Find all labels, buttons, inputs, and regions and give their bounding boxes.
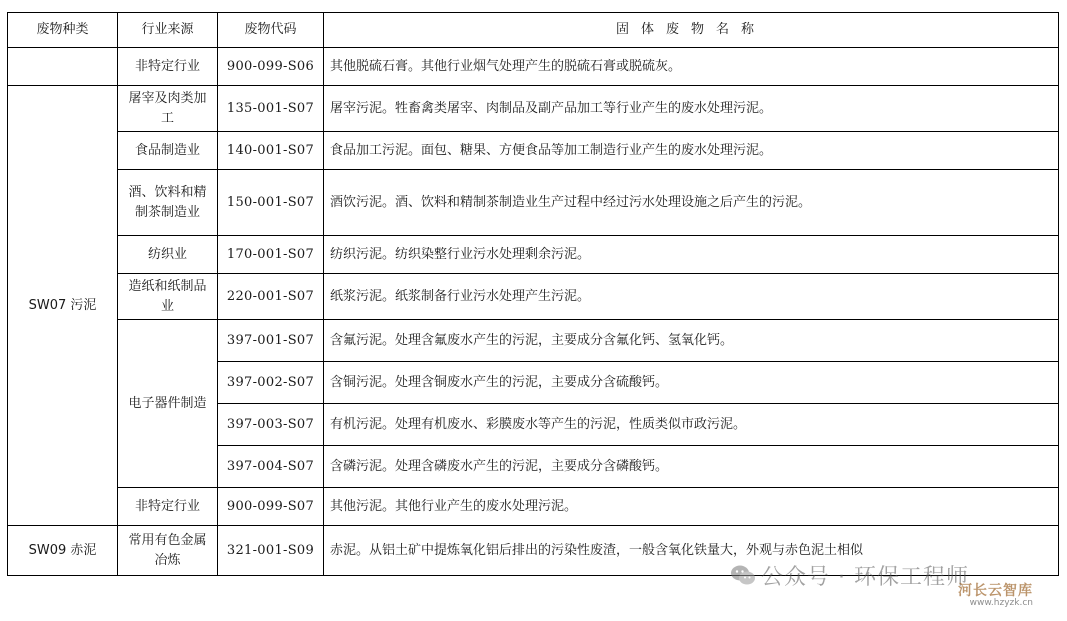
name-cell: 含氟污泥。处理含氟废水产生的污泥，主要成分含氟化钙、氢氧化钙。 [324, 320, 1059, 362]
table-row [8, 236, 1059, 274]
name-cell: 酒饮污泥。酒、饮料和精制茶制造业生产过程中经过污水处理设施之后产生的污泥。 [324, 170, 1059, 236]
code-cell: 397-001-S07 [218, 320, 324, 362]
table-row [8, 488, 1059, 526]
industry-cell: 食品制造业 [118, 132, 218, 170]
code-cell: 321-001-S09 [218, 526, 324, 576]
category-cell-empty [8, 48, 118, 86]
table-row [8, 274, 1059, 320]
site-watermark [958, 580, 1033, 608]
code-cell: 150-001-S07 [218, 170, 324, 236]
code-cell: 140-001-S07 [218, 132, 324, 170]
name-cell: 屠宰污泥。牲畜禽类屠宰、肉制品及副产品加工等行业产生的废水处理污泥。 [324, 86, 1059, 132]
watermark-account-text: 公众号 · 环保工程师 [761, 564, 969, 590]
wechat-icon [730, 564, 756, 586]
table-row [8, 86, 1059, 132]
name-cell: 赤泥。从铝土矿中提炼氧化铝后排出的污染性废渣，一般含氧化铁量大，外观与赤色泥土相似 [324, 526, 1059, 576]
code-cell: 900-099-S06 [218, 48, 324, 86]
solid-waste-table [7, 12, 1059, 576]
code-cell: 900-099-S07 [218, 488, 324, 526]
industry-cell: 造纸和纸制品业 [118, 274, 218, 320]
header-industry: 行业来源 [118, 13, 218, 48]
code-cell: 397-002-S07 [218, 362, 324, 404]
code-cell: 135-001-S07 [218, 86, 324, 132]
site-name: 河长云智库 [958, 583, 1033, 599]
name-cell: 其他污泥。其他行业产生的废水处理污泥。 [324, 488, 1059, 526]
industry-cell: 纺织业 [118, 236, 218, 274]
name-cell: 其他脱硫石膏。其他行业烟气处理产生的脱硫石膏或脱硫灰。 [324, 48, 1059, 86]
name-cell: 纺织污泥。纺织染整行业污水处理剩余污泥。 [324, 236, 1059, 274]
category-cell-sw09: SW09 赤泥 [8, 526, 118, 576]
table-row [8, 48, 1059, 86]
name-cell: 含铜污泥。处理含铜废水产生的污泥，主要成分含硫酸钙。 [324, 362, 1059, 404]
code-cell: 220-001-S07 [218, 274, 324, 320]
industry-cell: 屠宰及肉类加工 [118, 86, 218, 132]
industry-cell: 非特定行业 [118, 48, 218, 86]
name-cell: 纸浆污泥。纸浆制备行业污水处理产生污泥。 [324, 274, 1059, 320]
name-cell: 食品加工污泥。面包、糖果、方便食品等加工制造行业产生的废水处理污泥。 [324, 132, 1059, 170]
table-header-row [8, 13, 1059, 48]
header-code: 废物代码 [218, 13, 324, 48]
name-cell: 含磷污泥。处理含磷废水产生的污泥，主要成分含磷酸钙。 [324, 446, 1059, 488]
table-row [8, 170, 1059, 236]
site-url: www.hzyzk.cn [969, 598, 1033, 608]
industry-cell: 非特定行业 [118, 488, 218, 526]
table-row [8, 132, 1059, 170]
header-name: 固体废物名称 [324, 13, 1059, 48]
code-cell: 170-001-S07 [218, 236, 324, 274]
industry-cell-electronics: 电子器件制造 [118, 320, 218, 488]
industry-cell: 常用有色金属冶炼 [118, 526, 218, 576]
code-cell: 397-004-S07 [218, 446, 324, 488]
industry-cell: 酒、饮料和精制茶制造业 [118, 170, 218, 236]
category-cell-sw07: SW07 污泥 [8, 86, 118, 526]
table-row [8, 320, 1059, 362]
header-category: 废物种类 [8, 13, 118, 48]
name-cell: 有机污泥。处理有机废水、彩膜废水等产生的污泥，性质类似市政污泥。 [324, 404, 1059, 446]
wechat-watermark [730, 561, 969, 589]
code-cell: 397-003-S07 [218, 404, 324, 446]
